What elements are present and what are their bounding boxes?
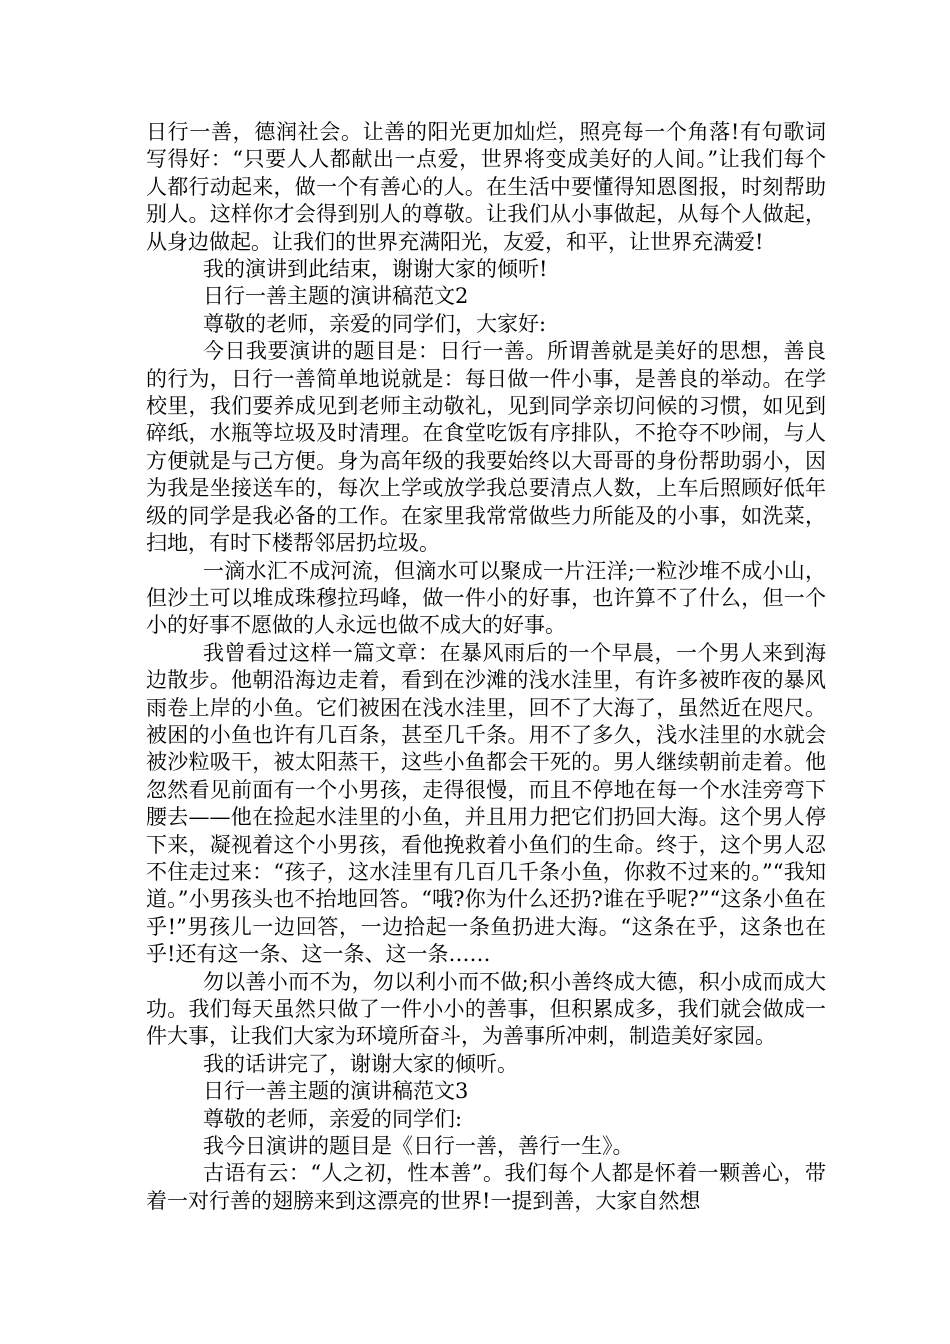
paragraph-greeting: 尊敬的老师，亲爱的同学们，大家好: (203, 311, 547, 336)
section-heading-sample-3: 日行一善主题的演讲稿范文3 (203, 1079, 469, 1104)
document-body (146, 119, 826, 1215)
paragraph-greeting-2: 尊敬的老师，亲爱的同学们: (203, 1106, 463, 1131)
paragraph-small-good-deeds: 勿以善小而不为，勿以利小而不做;积小善终成大德，积小成而成大功。我们每天虽然只做了一件小小的善事，但积累成多，我们就会做成一件大事，让我们大家为环境所奋斗，为善事所冲刺，制造美好家园。 (146, 969, 826, 1049)
paragraph-ancient-saying: 古语有云：“人之初，性本善”。我们每个人都是怀着一颗善心，带着一对行善的翅膀来到这漂亮的世界!一提到善，大家自然想 (146, 1161, 826, 1213)
paragraph-topic-title: 我今日演讲的题目是《日行一善，善行一生》。 (203, 1134, 634, 1159)
paragraph-closing-thanks: 我的演讲到此结束，谢谢大家的倾听! (203, 257, 548, 282)
section-heading-sample-2: 日行一善主题的演讲稿范文2 (203, 284, 469, 309)
paragraph-topic-intro: 今日我要演讲的题目是：日行一善。所谓善就是美好的思想，善良的行为，日行一善简单地说就是：每日做一件小事，是善良的举动。在学校里，我们要养成见到老师主动敬礼，见到同学亲切问候的习惯，如见到碎纸，水瓶等垃圾及时清理。在食堂吃饭有序排队，不抢夺不吵闹，与人方便就是与己方便。身为高年级的我要始终以大哥哥的身份帮助弱小，因为我是坐接送车的，每次上学或放学我总要清点人数，上车后照顾好低年级的同学是我必备的工作。在家里我常常做些力所能及的小事，如洗菜，扫地，有时下楼帮邻居扔垃圾。 (146, 339, 826, 556)
paragraph-fish-story: 我曾看过这样一篇文章：在暴风雨后的一个早晨，一个男人来到海边散步。他朝沿海边走着，看到在沙滩的浅水洼里，有许多被昨夜的暴风雨卷上岸的小鱼。它们被困在浅水洼里，回不了大海了，虽然近在咫尺。被困的小鱼也许有几百条，甚至几千条。用不了多久，浅水洼里的水就会被沙粒吸干，被太阳蒸干，这些小鱼都会干死的。男人继续朝前走着。他忽然看见前面有一个小男孩，走得很慢，而且不停地在每一个水洼旁弯下腰去——他在捡起水洼里的小鱼，并且用力把它们扔回大海。这个男人停下来，凝视着这个小男孩，看他挽救着小鱼们的生命。终于，这个男人忍不住走过来：“孩子，这水洼里有几百几千条小鱼，你救不过来的。”“我知道。”小男孩头也不抬地回答。“哦?你为什么还扔?谁在乎呢?”“这条小鱼在乎!”男孩儿一边回答，一边拾起一条鱼扔进大海。“这条在乎，这条也在乎!还有这一条、这一条、这一条…… (146, 640, 826, 967)
paragraph-intro-conclusion: 日行一善，德润社会。让善的阳光更加灿烂，照亮每一个角落!有句歌词写得好：“只要人人都献出一点爱，世界将变成美好的人间。”让我们每个人都行动起来，做一个有善心的人。在生活中要懂得知恩图报，时刻帮助别人。这样你才会得到别人的尊敬。让我们从小事做起，从每个人做起，从身边做起。让我们的世界充满阳光，友爱，和平，让世界充满爱! (146, 120, 826, 254)
paragraph-water-drop: 一滴水汇不成河流，但滴水可以聚成一片汪洋;一粒沙堆不成小山，但沙土可以堆成珠穆拉玛峰，做一件小的好事，也许算不了什么，但一个小的好事不愿做的人永远也做不成大的好事。 (146, 558, 826, 638)
paragraph-speech-end: 我的话讲完了，谢谢大家的倾听。 (203, 1051, 518, 1076)
